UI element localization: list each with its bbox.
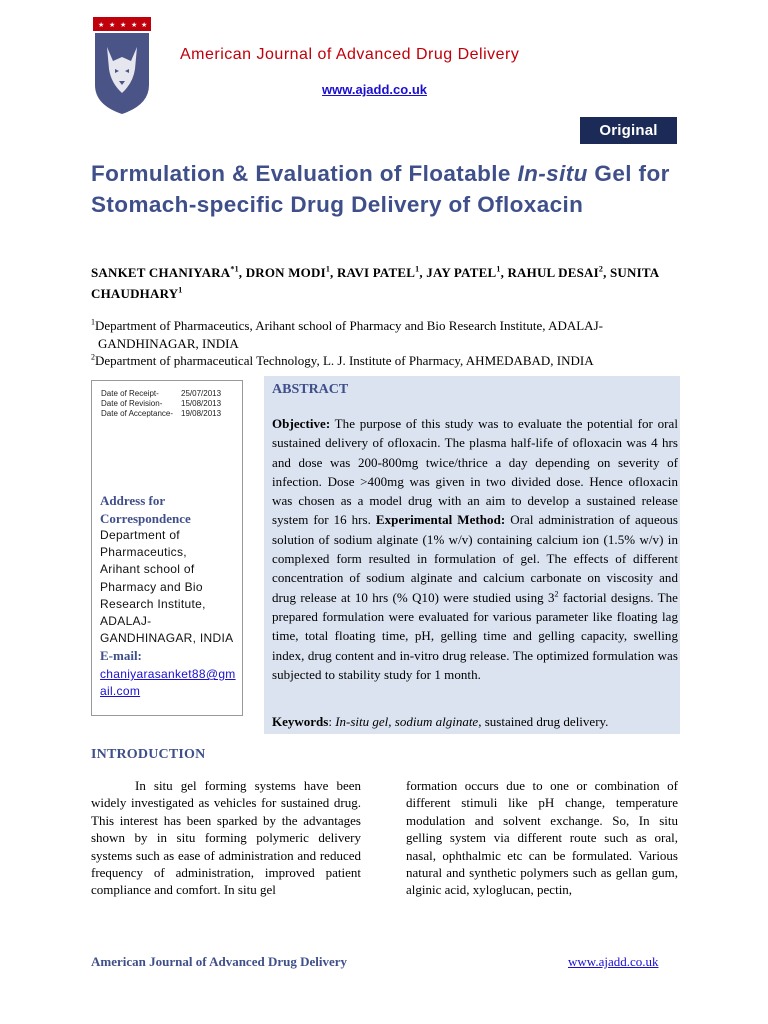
journal-website-link[interactable]: www.ajadd.co.uk	[322, 82, 427, 97]
method-text-cont: factorial designs. The prepared formulation were evaluated for various parameter like floating lag time, total floating time, pH, gelling time and gelling capacity, swelling index, drug content and in-vitro drug release. The optimized formulation was subjected to stability study for 1 month.	[272, 589, 678, 682]
svg-text:★: ★	[120, 21, 127, 29]
affiliations	[91, 317, 686, 370]
address-line: GANDHINAGAR, INDIA	[100, 631, 234, 646]
method-text: Oral administration of aqueous solution of sodium alginate (1% w/v) containing calcium ion (1.5% w/v) in complexed form resulted in formulation of gel. The effects of different concentration of sodium alginate and calcium carbonate on viscosity and drug release at 10 hrs (% Q10) were studied using 3	[272, 512, 678, 605]
abstract-box	[264, 376, 680, 734]
address-heading-line: Address for	[100, 493, 166, 508]
author-sup: 1	[415, 264, 420, 274]
author-sup: 1	[496, 264, 501, 274]
affiliation-1	[91, 317, 686, 335]
author-sup: 1	[325, 264, 331, 274]
article-info-box	[91, 380, 243, 716]
intro-column-left: In situ gel forming systems have been widely investigated as vehicles for sustained drug. This interest has been sparked by the advantages shown by in situ forming polymeric delivery systems such as ease of administration and reduced frequency of administration, improved patient compliance and comfort. In situ gel	[91, 778, 361, 898]
article-type-badge: Original Article	[580, 117, 677, 144]
author-name: SUNITA CHAUDHARY	[91, 265, 659, 301]
affiliation-1-cont: GANDHINAGAR, INDIA	[98, 335, 239, 351]
title-part2: Gel for Stomach-specific Drug Delivery of Ofloxacin	[91, 161, 670, 217]
objective-label: Objective:	[272, 416, 331, 431]
keywords-label: Keywords	[272, 714, 329, 729]
svg-text:★: ★	[141, 21, 148, 29]
date-revision	[101, 399, 222, 409]
author-list: SANKET CHANIYARA$^{*1}$, DRON MODI$^1$, RAVI PATEL$^1$, JAY PATEL$^1$, RAHUL DESAI$^2$, SUNITA CHAUDHARY$^1$	[91, 264, 659, 301]
author-sup: 1	[178, 285, 183, 295]
method-label: Experimental Method:	[375, 512, 506, 528]
date-receipt	[101, 389, 222, 399]
objective-text: The purpose of this study was to evaluate the potential for oral sustained delivery of ofloxacin. The plasma half-life of ofloxacin was 4 hrs and dose was 200-800mg twice/thrice a day depending on severity of infection. Dose >400mg was given in two divided dose. Hence ofloxacin was chosen as a model drug with an aim to develop a sustained release system for 16 hrs.	[272, 416, 678, 528]
affiliation-text: Department of Pharmaceutics, Arihant school of Pharmacy and Bio Research Institute, ADALAJ-	[95, 318, 603, 333]
author-name: SANKET CHANIYARA	[91, 265, 231, 280]
svg-text:★: ★	[109, 21, 116, 29]
affiliation-text: Department of pharmaceutical Technology, L. J. Institute of Pharmacy, AHMEDABAD, INDIA	[95, 353, 594, 368]
affiliation-sup: 2	[91, 352, 95, 362]
address-heading	[100, 492, 191, 528]
keywords-italic: In-situ gel, sodium alginate,	[335, 714, 482, 729]
abstract-heading: ABSTRACT	[272, 382, 349, 397]
date-value: 25/07/2013	[181, 389, 222, 398]
author-sup: 2	[598, 264, 604, 274]
author-name: DRON MODI	[245, 265, 326, 280]
footer-website-link[interactable]: www.ajadd.co.uk	[568, 954, 659, 969]
method-sup: 2	[554, 589, 559, 599]
journal-logo-icon	[93, 17, 151, 115]
keywords: Keywords: In-situ gel, sodium alginate, sustained drug delivery.	[272, 714, 609, 729]
address-heading-line: Correspondence	[100, 511, 191, 526]
author-sup: *1	[230, 264, 239, 274]
introduction-heading: INTRODUCTION	[91, 747, 206, 762]
intro-column-right: formation occurs due to one or combination of different stimuli like pH change, temperature modulation and solvent exchange. So, In situ gelling system via different route such as oral, nasal, ophthalmic etc can be formulated. Various natural and synthetic polymers such as gellan gum, alginic acid, xyloglucan, pectin,	[406, 778, 678, 898]
email-heading: E-mail:	[100, 648, 142, 663]
date-acceptance	[101, 409, 222, 419]
address-line: Pharmacy and Bio	[100, 579, 203, 594]
title-part1: Formulation & Evaluation of Floatable	[91, 161, 518, 186]
journal-title: American Journal of Advanced Drug Delivery	[180, 46, 520, 63]
affiliation-2	[91, 352, 686, 370]
address-body	[100, 527, 242, 647]
svg-text:★: ★	[131, 21, 138, 29]
address-line: Department of	[100, 528, 180, 542]
title-italic: In-situ	[517, 161, 588, 186]
author-name: RAVI PATEL	[336, 265, 416, 280]
date-label: Date of Receipt-	[101, 389, 159, 398]
date-value: 15/08/2013	[181, 399, 222, 408]
abstract-body	[272, 414, 678, 684]
address-line: ADALAJ-	[100, 614, 152, 629]
author-name: RAHUL DESAI	[507, 265, 599, 280]
keywords-rest: sustained drug delivery.	[481, 714, 609, 729]
date-value: 19/08/2013	[181, 409, 222, 418]
date-label: Date of Acceptance-	[101, 409, 174, 418]
address-line: Research Institute,	[100, 596, 206, 611]
author-name: JAY PATEL	[426, 265, 497, 280]
svg-text:★: ★	[98, 21, 105, 29]
email-link[interactable]: chaniyarasanket88@gmail.com	[100, 667, 236, 698]
paper-title	[91, 158, 681, 220]
address-line: Pharmaceutics,	[100, 545, 187, 560]
address-line: Arihant school of	[100, 562, 195, 577]
affiliation-sup: 1	[91, 317, 95, 327]
date-label: Date of Revision-	[101, 399, 163, 408]
footer-journal-name: American Journal of Advanced Drug Delivery	[91, 954, 348, 969]
